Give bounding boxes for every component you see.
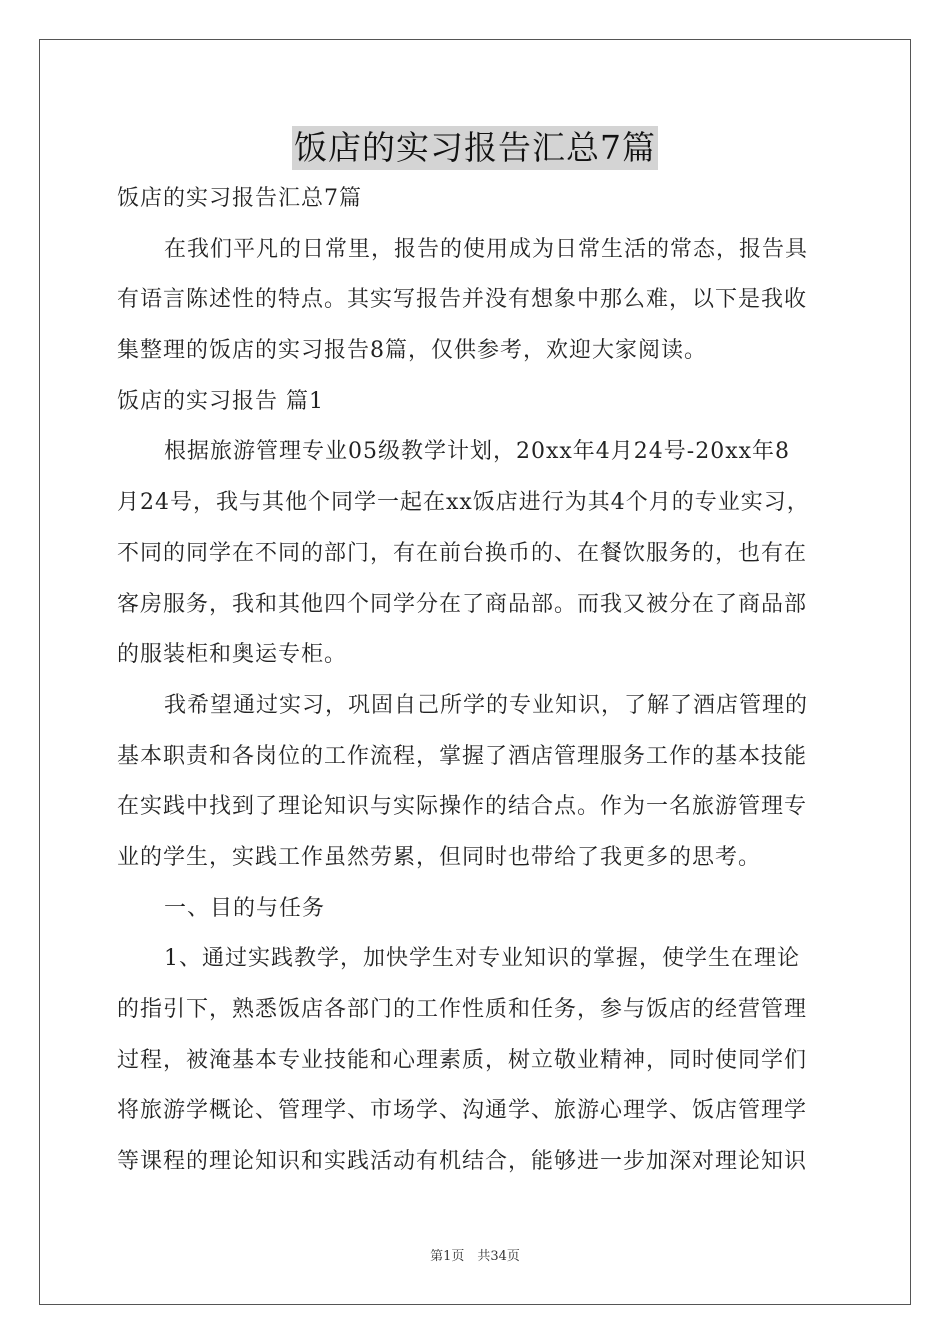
paragraph-line: 将旅游学概论、管理学、市场学、沟通学、旅游心理学、饭店管理学 [117, 1098, 808, 1124]
paragraph-line: 等课程的理论知识和实践活动有机结合，能够进一步加深对理论知识 [117, 1149, 808, 1175]
paragraph-line: 有语言陈述性的特点。其实写报告并没有想象中那么难，以下是我收 [117, 287, 808, 313]
page-footer [0, 1245, 950, 1264]
document-title: 饭店的实习报告汇总7篇 [292, 126, 658, 170]
paragraph-line: 的指引下，熟悉饭店各部门的工作性质和任务，参与饭店的经营管理 [117, 997, 808, 1022]
paragraph-line: 基本职责和各岗位的工作流程，掌握了酒店管理服务工作的基本技能 [117, 743, 808, 769]
paragraph-line: 客房服务，我和其他四个同学分在了商品部。而我又被分在了商品部 [117, 591, 808, 617]
page-number: 第1页 共34页 [430, 1249, 520, 1264]
paragraph-line: 业的学生，实践工作虽然劳累，但同时也带给了我更多的思考。 [117, 844, 762, 870]
paragraph-line: 在实践中找到了理论知识与实际操作的结合点。作为一名旅游管理专 [117, 794, 808, 820]
subsection-heading: 一、目的与任务 [164, 895, 326, 921]
paragraph-line: 月24号，我与其他个同学一起在xx饭店进行为其4个月的专业实习， [117, 490, 810, 516]
document-body [117, 174, 835, 1188]
title-container [0, 126, 950, 170]
paragraph-line: 过程，被淹基本专业技能和心理素质，树立敬业精神，同时使同学们 [117, 1047, 808, 1073]
section-heading: 饭店的实习报告 篇1 [117, 388, 324, 414]
paragraph-line: 不同的同学在不同的部门，有在前台换币的、在餐饮服务的，也有在 [117, 540, 808, 566]
paragraph-line: 1、通过实践教学，加快学生对专业知识的掌握，使学生在理论 [164, 946, 800, 972]
subtitle-line: 饭店的实习报告汇总7篇 [117, 186, 362, 211]
paragraph-line: 的服装柜和奥运专柜。 [117, 642, 348, 668]
paragraph-line: 我希望通过实习，巩固自己所学的专业知识，了解了酒店管理的 [164, 692, 809, 718]
paragraph-line: 集整理的饭店的实习报告8篇，仅供参考，欢迎大家阅读。 [117, 338, 707, 364]
paragraph-line: 根据旅游管理专业05级教学计划，20xx年4月24号-20xx年8 [164, 439, 791, 465]
paragraph-line: 在我们平凡的日常里，报告的使用成为日常生活的常态，报告具 [164, 236, 809, 262]
